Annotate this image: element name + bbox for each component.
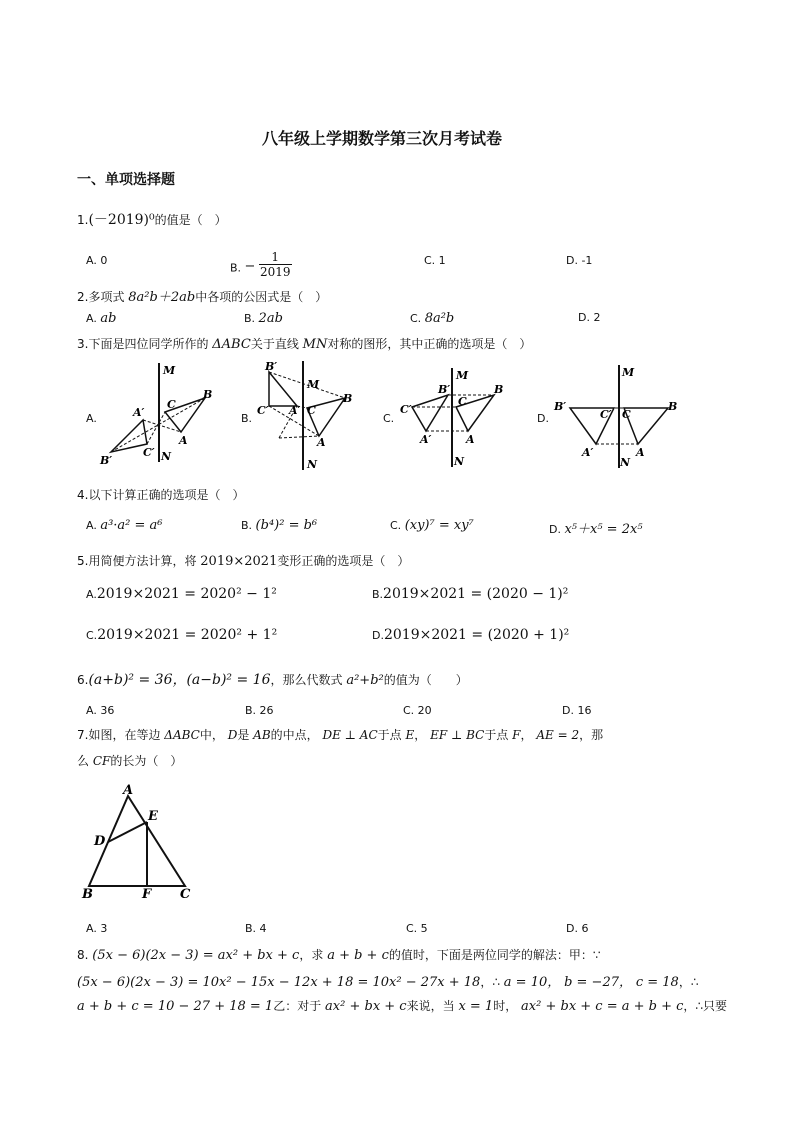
fig-d-label-c: C xyxy=(622,408,631,421)
q2-option-a-expr: ab xyxy=(100,311,117,326)
q3-figure-a xyxy=(95,360,235,470)
q8-l1-e1: (5x − 6)(2x − 3) = ax² + bx + c xyxy=(92,948,300,963)
question-8-line-1 xyxy=(77,946,601,963)
q3-expr2: MN xyxy=(302,337,328,352)
q1-option-b[interactable] xyxy=(230,250,292,283)
fig-d-label-m: M xyxy=(622,366,635,379)
fig-a-label-c1: C′ xyxy=(143,446,155,459)
fig-c-label-c: C xyxy=(458,395,467,408)
q8-l2-e3: b = −27， xyxy=(564,975,632,990)
fig-d-label-a: A xyxy=(636,446,645,459)
q5-stem-a: 5.用简便方法计算，将 xyxy=(77,554,197,568)
q3-figure-c xyxy=(396,365,521,470)
q8-num: 8. xyxy=(77,948,89,962)
fig-c-label-m: M xyxy=(456,369,469,382)
q7-option-b[interactable]: B. 4 xyxy=(245,922,267,935)
fig-b-label-c: C xyxy=(307,404,316,417)
q3-expr: ΔABC xyxy=(212,337,251,352)
q7-e9: CF xyxy=(92,754,111,768)
question-7-line-1 xyxy=(77,726,603,743)
q1-stem: 的值是（ ） xyxy=(154,213,227,227)
q3-option-a[interactable]: A. xyxy=(86,412,97,425)
q4-option-c-label: C. xyxy=(390,519,402,532)
q6-expr: (a+b)² = 36，(a−b)² = 16 xyxy=(88,672,271,688)
q4-option-a-label: A. xyxy=(86,519,97,532)
fig-d-label-n: N xyxy=(620,456,631,469)
q8-l3-e4: ax² + bx + c = a + b + c xyxy=(521,999,684,1014)
q1-option-b-fraction xyxy=(259,250,292,279)
q2-option-d[interactable]: D. 2 xyxy=(578,311,601,324)
q5-option-c[interactable] xyxy=(86,627,277,643)
q6-stem-c: 的值为（ ） xyxy=(383,673,468,687)
fig-b-label-n: N xyxy=(307,458,318,471)
question-1 xyxy=(77,209,227,229)
q8-l2-e1: (5x − 6)(2x − 3) = 10x² − 15x − 12x + 18 = 10x² − 27x + 18 xyxy=(77,975,481,990)
q7-l1-i: ，那 xyxy=(579,728,604,742)
q1-option-a[interactable]: A. 0 xyxy=(86,254,108,267)
fig-c-label-b1: B′ xyxy=(438,383,451,396)
q1-option-b-minus: − xyxy=(244,258,256,274)
fig-a-label-b: B xyxy=(203,388,213,401)
q2-option-c[interactable] xyxy=(410,311,454,326)
q8-l2-c: ，∴ xyxy=(678,975,699,989)
question-8-line-3 xyxy=(77,997,727,1014)
q7-e4: DE ⊥ AC xyxy=(322,728,378,742)
q5-option-c-expr: 2019×2021 = 2020² + 1² xyxy=(97,627,278,643)
q2-option-b-label: B. xyxy=(244,312,256,325)
q8-l2-b: ，∴ xyxy=(480,975,500,989)
fig-a-label-a1: A′ xyxy=(133,406,145,419)
q2-option-b-expr: 2ab xyxy=(258,311,283,326)
q3-stem-a: 3.下面是四位同学所作的 xyxy=(77,337,209,351)
q8-l3-e2: ax² + bx + c xyxy=(325,999,407,1014)
fig-c-label-b: B xyxy=(494,383,504,396)
fig-a-label-m: M xyxy=(163,364,176,377)
q5-option-c-label: C. xyxy=(86,629,98,642)
fig-b-label-a: A xyxy=(317,436,326,449)
fig-c-label-a1: A′ xyxy=(420,433,432,446)
q7-label-c: C xyxy=(180,887,191,900)
q2-option-a[interactable] xyxy=(86,311,116,326)
section-heading: 一、单项选择题 xyxy=(77,172,175,188)
q7-e6: EF ⊥ BC xyxy=(430,728,485,742)
q7-e5: E xyxy=(405,728,415,742)
q1-fraction-numerator: 1 xyxy=(271,250,280,264)
fig-b-label-m: M xyxy=(307,378,320,391)
fig-b-label-b1: B′ xyxy=(265,360,278,373)
q4-option-c-expr: (xy)⁷ = xy⁷ xyxy=(404,518,474,533)
q8-l2-e4: c = 18 xyxy=(635,975,679,990)
q5-option-b[interactable] xyxy=(372,586,568,602)
q7-label-a: A xyxy=(123,783,134,798)
q4-option-b-expr: (b⁴)² = b⁶ xyxy=(255,518,318,533)
q7-triangle-figure xyxy=(78,782,198,900)
q6-expr2: a²+b² xyxy=(346,673,384,688)
q6-stem-b: ，那么代数式 xyxy=(270,673,343,687)
q3-stem-c: 对称的图形，其中正确的选项是（ ） xyxy=(327,337,532,351)
q7-l1-a: 7.如图，在等边 xyxy=(77,728,161,742)
q7-l1-d: 的中点， xyxy=(270,728,319,742)
q7-e3: AB xyxy=(253,728,271,742)
q8-l1-e2: a + b + c xyxy=(327,948,389,963)
fig-c-label-c1: C′ xyxy=(400,403,412,416)
question-2 xyxy=(77,286,327,305)
q7-l2-a: 么 xyxy=(77,754,90,768)
q8-l3-e: ，∴只要 xyxy=(683,999,728,1013)
q1-num: 1. xyxy=(77,213,89,227)
q7-label-b: B xyxy=(82,887,93,900)
q7-l1-b: 中， xyxy=(199,728,224,742)
q8-l3-c: 来说，当 xyxy=(406,999,455,1013)
q2-option-c-label: C. xyxy=(410,312,422,325)
q7-e2: D xyxy=(227,728,238,742)
q8-l3-e1: a + b + c = 10 − 27 + 18 = 1 xyxy=(77,999,274,1014)
q1-option-b-label: B. xyxy=(230,261,242,275)
q5-option-b-label: B. xyxy=(372,588,384,601)
question-7-line-2 xyxy=(77,752,182,769)
q1-expr: (－2019)⁰ xyxy=(88,212,155,228)
q7-l1-f: ， xyxy=(414,728,427,742)
q3-figure-d xyxy=(552,362,687,472)
fig-d-label-c1: C′ xyxy=(600,408,612,421)
fig-b-label-b: B xyxy=(343,392,353,405)
q4-option-a-expr: a³·a² = a⁶ xyxy=(100,518,163,533)
q5-option-a-label: A. xyxy=(86,588,97,601)
q3-option-c[interactable]: C. xyxy=(383,412,395,425)
q4-option-d[interactable] xyxy=(549,518,643,537)
fig-a-label-b1: B′ xyxy=(100,454,113,467)
question-6 xyxy=(77,669,468,689)
q1-fraction-denominator: 2019 xyxy=(259,265,291,279)
fig-a-label-n: N xyxy=(161,450,172,463)
q7-l1-c: 是 xyxy=(237,728,250,742)
q6-option-d[interactable]: D. 16 xyxy=(562,704,592,717)
q7-l1-h: ， xyxy=(520,728,533,742)
q5-option-d[interactable] xyxy=(372,627,569,643)
q7-option-c[interactable]: C. 5 xyxy=(406,922,428,935)
q8-l1-b: ，求 xyxy=(299,948,324,962)
q2-expr: 8a²b＋2ab xyxy=(128,290,196,305)
fig-a-label-c: C xyxy=(167,398,176,411)
q7-l1-g: 于点 xyxy=(484,728,509,742)
q7-l1-e: 于点 xyxy=(377,728,402,742)
q2-option-a-label: A. xyxy=(86,312,97,325)
q6-option-b[interactable]: B. 26 xyxy=(245,704,274,717)
q3-option-b[interactable]: B. xyxy=(241,412,253,425)
q1-option-d[interactable]: D. -1 xyxy=(566,254,593,267)
fig-d-label-b1: B′ xyxy=(554,400,567,413)
q4-option-a[interactable] xyxy=(86,518,163,533)
question-5 xyxy=(77,552,409,569)
q8-l3-d: 时， xyxy=(493,999,518,1013)
q8-l3-b: 乙：对于 xyxy=(273,999,322,1013)
q8-l2-e2: a = 10， xyxy=(503,975,561,990)
q3-option-d[interactable]: D. xyxy=(537,412,549,425)
q4-option-d-label: D. xyxy=(549,523,561,536)
q5-option-d-label: D. xyxy=(372,629,384,642)
q2-option-c-expr: 8a²b xyxy=(424,311,455,326)
page-title: 八年级上学期数学第三次月考试卷 xyxy=(262,129,503,148)
fig-d-label-a1: A′ xyxy=(582,446,594,459)
fig-c-label-n: N xyxy=(454,455,465,468)
q7-option-a[interactable]: A. 3 xyxy=(86,922,108,935)
q7-e8: AE = 2 xyxy=(536,728,580,742)
q1-option-c[interactable]: C. 1 xyxy=(424,254,446,267)
question-4: 4.以下计算正确的选项是（ ） xyxy=(77,488,245,502)
question-3 xyxy=(77,335,531,352)
q8-l3-e3: x = 1 xyxy=(458,999,494,1014)
q4-option-c[interactable] xyxy=(390,518,474,533)
fig-d-label-b: B xyxy=(668,400,678,413)
q3-stem-b: 关于直线 xyxy=(250,337,299,351)
q6-option-c[interactable]: C. 20 xyxy=(403,704,432,717)
q5-option-d-expr: 2019×2021 = (2020 + 1)² xyxy=(383,627,570,643)
q2-stem-a: 2.多项式 xyxy=(77,290,125,304)
q7-option-d[interactable]: D. 6 xyxy=(566,922,589,935)
fig-b-label-a1: A′ xyxy=(289,404,301,417)
q5-option-a[interactable] xyxy=(86,586,277,602)
fig-c-label-a: A xyxy=(466,433,475,446)
q7-label-d: D xyxy=(94,834,106,849)
q4-option-b[interactable] xyxy=(241,518,317,533)
q7-e7: F xyxy=(512,728,521,742)
q7-label-f: F xyxy=(142,887,152,900)
fig-b-label-c1: C′ xyxy=(257,404,269,417)
q4-option-d-expr: x⁵＋x⁵ = 2x⁵ xyxy=(564,522,643,537)
q6-num: 6. xyxy=(77,673,89,687)
q5-option-b-expr: 2019×2021 = (2020 − 1)² xyxy=(383,586,569,602)
q6-option-a[interactable]: A. 36 xyxy=(86,704,115,717)
fig-a-label-a: A xyxy=(179,434,188,447)
q2-option-b[interactable] xyxy=(244,311,283,326)
q4-option-b-label: B. xyxy=(241,519,253,532)
question-8-line-2 xyxy=(77,971,698,990)
q7-l2-b: 的长为（ ） xyxy=(110,754,183,768)
q7-e1: ΔABC xyxy=(164,728,200,742)
q5-expr: 2019×2021 xyxy=(200,554,278,569)
q5-option-a-expr: 2019×2021 = 2020² − 1² xyxy=(96,586,277,602)
q5-stem-b: 变形正确的选项是（ ） xyxy=(277,554,410,568)
q8-l1-c: 的值时，下面是两位同学的解法：甲：∵ xyxy=(388,948,601,962)
q7-label-e: E xyxy=(148,809,158,824)
q2-stem-b: 中各项的公因式是（ ） xyxy=(195,290,328,304)
q3-figure-b xyxy=(255,358,365,474)
